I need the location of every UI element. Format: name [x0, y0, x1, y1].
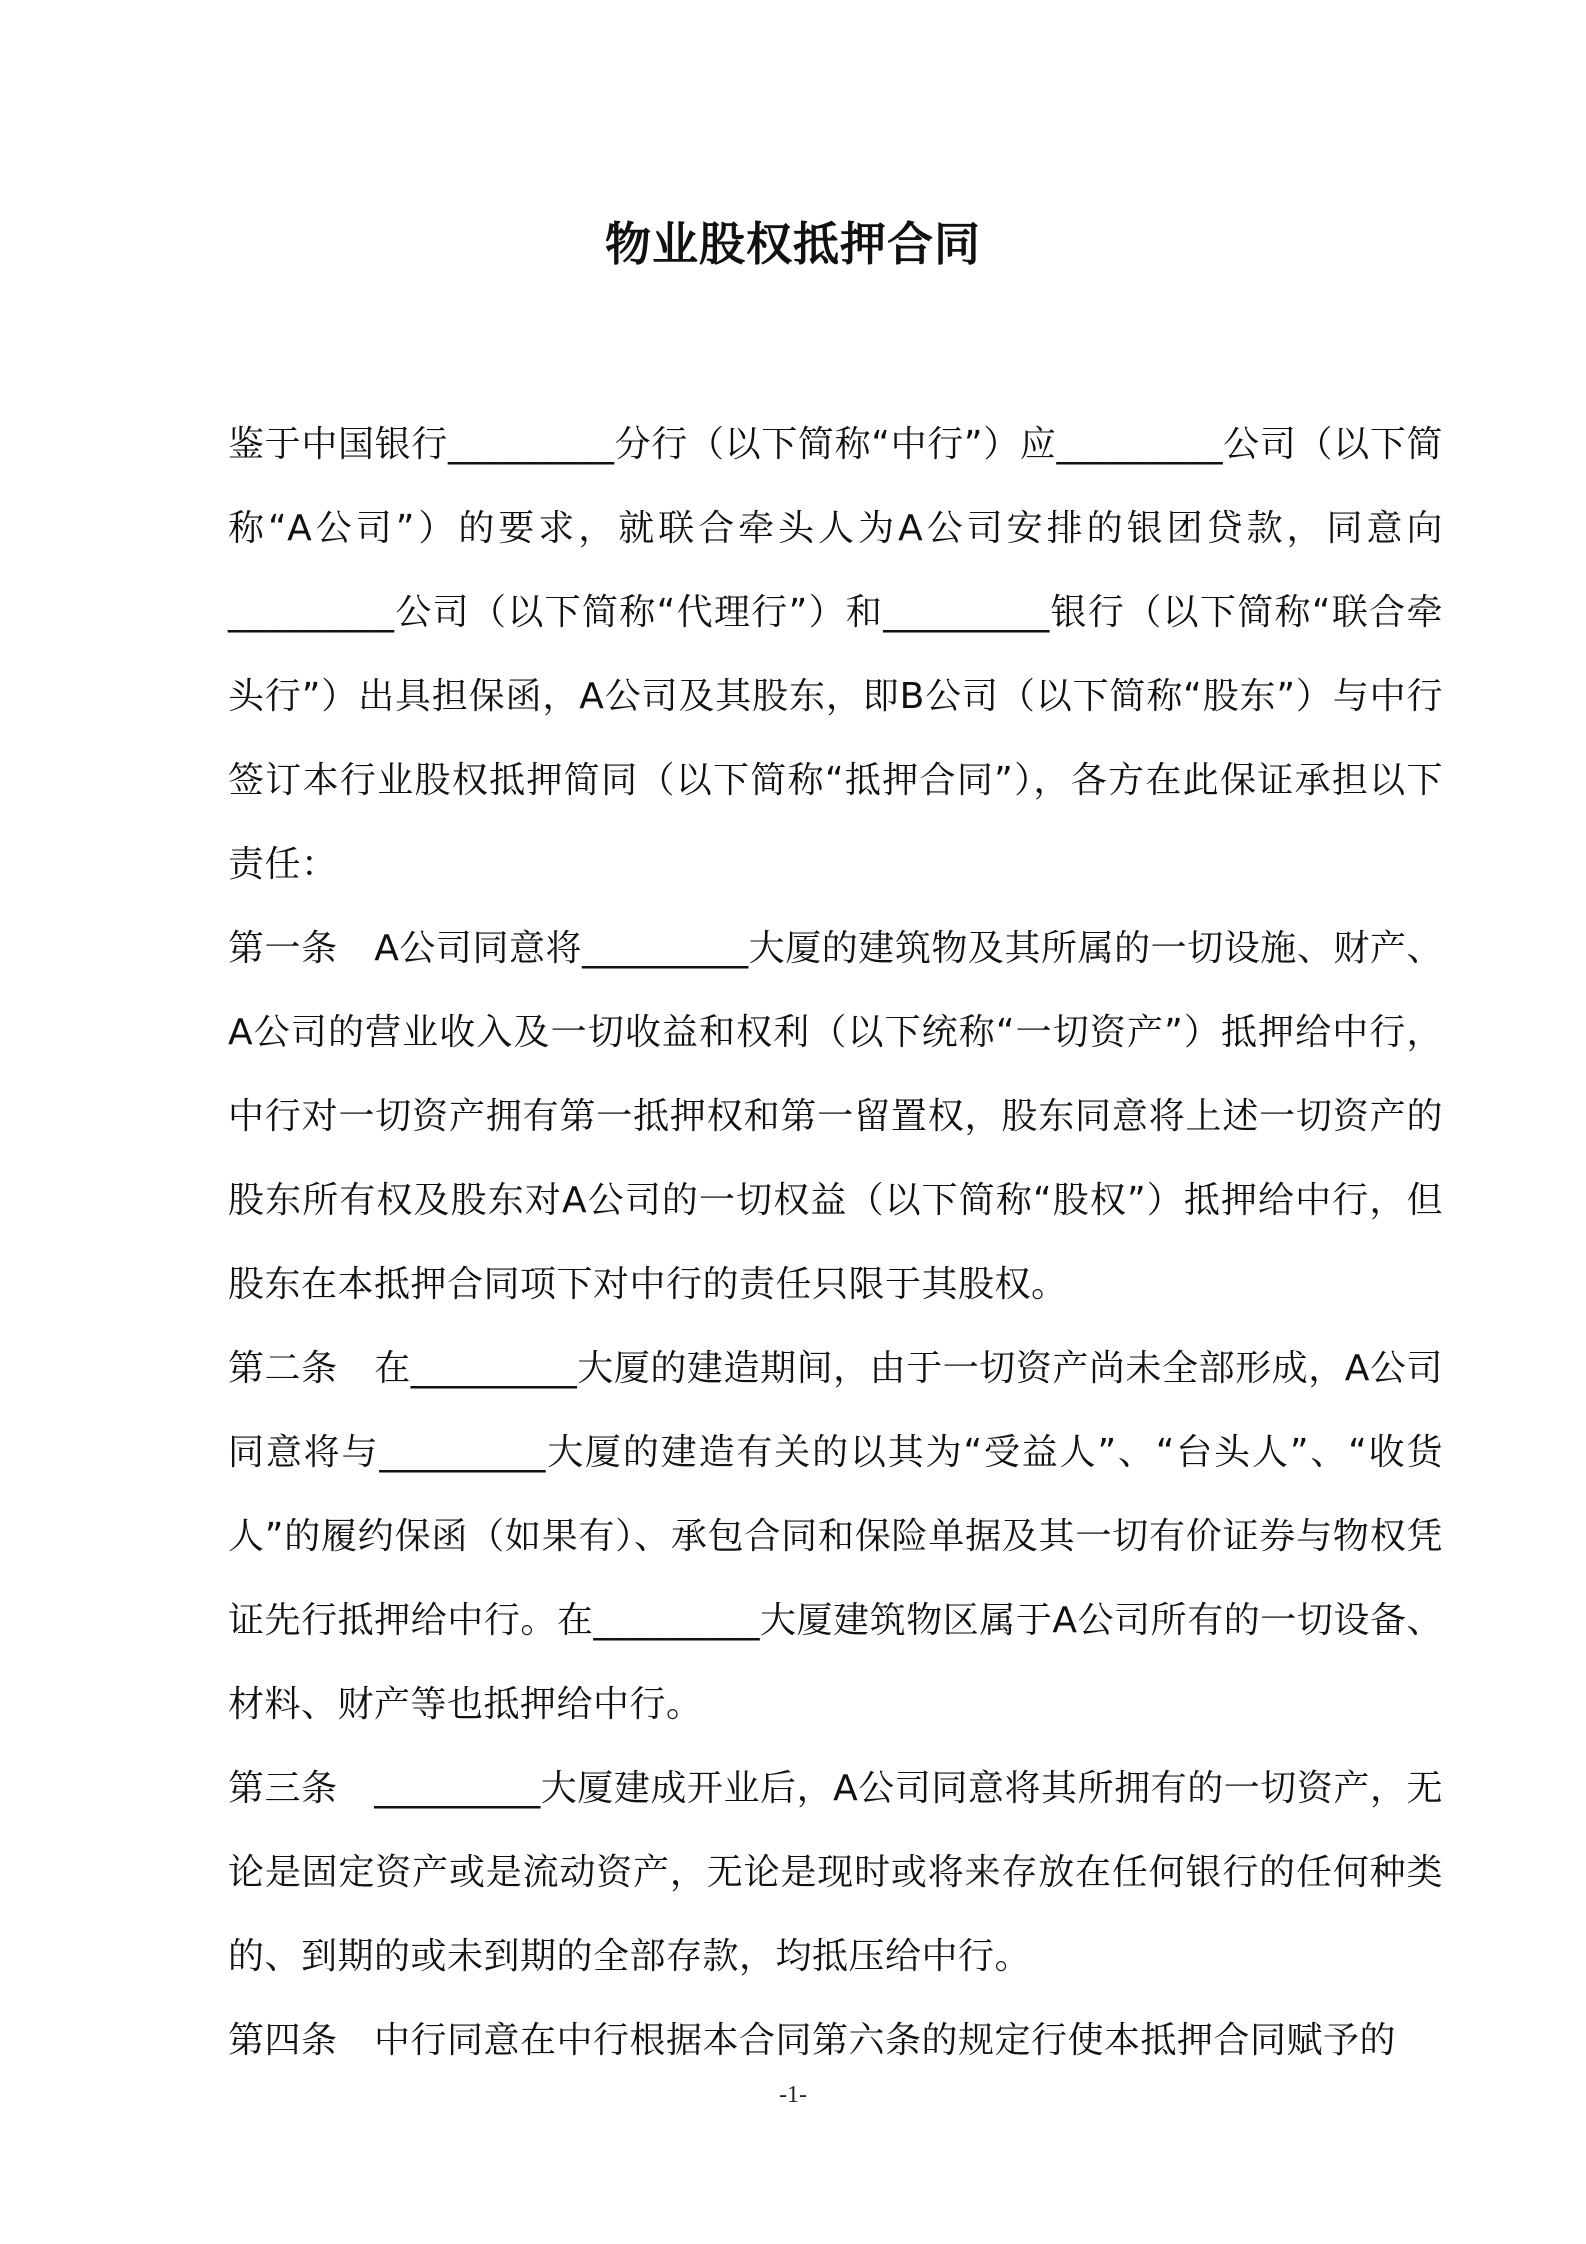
document-title: 物业股权抵押合同 [605, 217, 981, 271]
document-body [228, 403, 1443, 2083]
preamble-paragraph: 鉴于中国银行_________分行（以下简称“中行”）应_________公司（以下简称“A公司”）的要求，就联合牵头人为A公司安排的银团贷款，同意向_________公司（以下简称“代理行”）和_________银行（以下简称“联合牵头行”）出具担保函，A公司及其股东，即B公司（以下简称“股东”）与中行签订本行业股权抵押简同（以下简称“抵押合同”），各方在此保证承担以下责任： [228, 424, 1443, 885]
article-2-paragraph: 第二条 在_________大厦的建造期间，由于一切资产尚未全部形成，A公司同意将与_________大厦的建造有关的以其为“受益人”、“台头人”、“收货人”的履约保函（如果有）、承包合同和保险单据及其一切有价证券与物权凭证先行抵押给中行。在_________大厦建筑物区属于A公司所有的一切设备、材料、财产等也抵押给中行。 [228, 1348, 1443, 1725]
article-1-paragraph: 第一条 A公司同意将_________大厦的建筑物及其所属的一切设施、财产、A公司的营业收入及一切收益和权利（以下统称“一切资产”）抵押给中行，中行对一切资产拥有第一抵押权和第一留置权，股东同意将上述一切资产的股东所有权及股东对A公司的一切权益（以下简称“股权”）抵押给中行，但股东在本抵押合同项下对中行的责任只限于其股权。 [228, 928, 1443, 1305]
article-4-paragraph: 第四条 中行同意在中行根据本合同第六条的规定行使本抵押合同赋予的 [228, 2020, 1397, 2061]
article-3-paragraph: 第三条 _________大厦建成开业后，A公司同意将其所拥有的一切资产，无论是固定资产或是流动资产，无论是现时或将来存放在任何银行的任何种类的、到期的或未到期的全部存款，均抵压给中行。 [228, 1768, 1443, 1977]
page-number: -1- [779, 2082, 807, 2108]
